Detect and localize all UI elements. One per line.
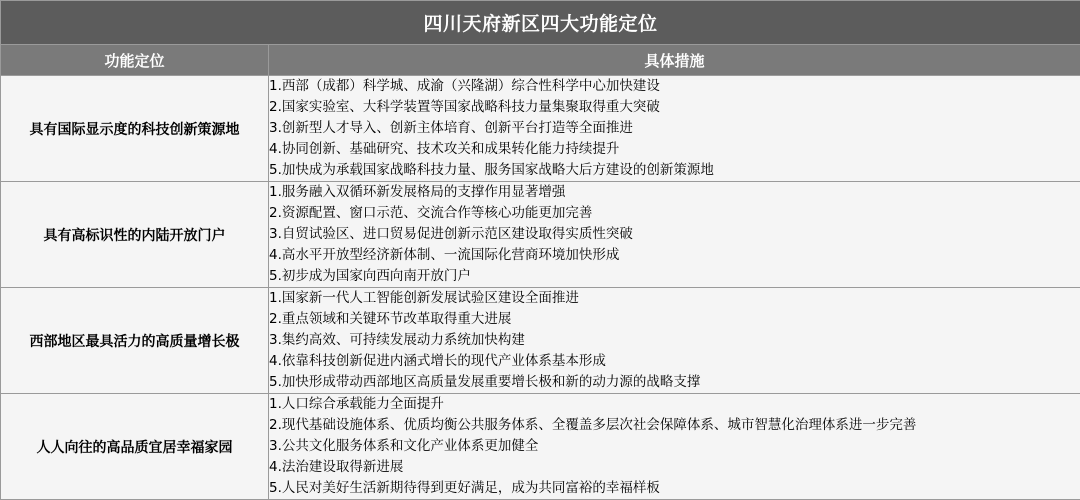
measure-item: 2.国家实验室、大科学装置等国家战略科技力量集聚取得重大突破 [269, 99, 660, 115]
measure-item: 2.重点领域和关键环节改革取得重大进展 [269, 311, 512, 327]
measure-item: 4.依靠科技创新促进内涵式增长的现代产业体系基本形成 [269, 353, 606, 369]
measure-item: 3.自贸试验区、进口贸易促进创新示范区建设取得实质性突破 [269, 226, 633, 242]
measure-item: 5.加快成为承载国家战略科技力量、服务国家战略大后方建设的创新策源地 [269, 162, 714, 178]
position-cell: 具有高标识性的内陆开放门户 [1, 182, 269, 288]
measure-item: 2.资源配置、窗口示范、交流合作等核心功能更加完善 [269, 205, 593, 221]
position-cell: 西部地区最具活力的高质量增长极 [1, 288, 269, 394]
measure-item: 4.高水平开放型经济新体制、一流国际化营商环境加快形成 [269, 247, 620, 263]
measures-list [269, 288, 1080, 393]
position-cell: 人人向往的高品质宜居幸福家园 [1, 394, 269, 500]
measure-item: 5.人民对美好生活新期待得到更好满足，成为共同富裕的幸福样板 [269, 480, 660, 496]
measure-item: 4.法治建设取得新进展 [269, 459, 404, 475]
measure-item: 2.现代基础设施体系、优质均衡公共服务体系、全覆盖多层次社会保障体系、城市智慧化治理体系进一步完善 [269, 417, 917, 433]
position-cell: 具有国际显示度的科技创新策源地 [1, 76, 269, 182]
table-row [1, 76, 1080, 182]
measure-item: 3.公共文化服务体系和文化产业体系更加健全 [269, 438, 539, 454]
title-row [1, 1, 1080, 45]
header-row [1, 45, 1080, 76]
table-title: 四川天府新区四大功能定位 [1, 1, 1080, 45]
table-row [1, 394, 1080, 500]
measure-item: 4.协同创新、基础研究、技术攻关和成果转化能力持续提升 [269, 141, 620, 157]
measure-item: 5.初步成为国家向西向南开放门户 [269, 268, 471, 284]
measure-item: 3.创新型人才导入、创新主体培育、创新平台打造等全面推进 [269, 120, 633, 136]
measures-cell [269, 182, 1080, 288]
measure-item: 1.国家新一代人工智能创新发展试验区建设全面推进 [269, 290, 579, 306]
table-row [1, 182, 1080, 288]
measure-item: 3.集约高效、可持续发展动力系统加快构建 [269, 332, 525, 348]
measure-item: 1.人口综合承载能力全面提升 [269, 396, 444, 412]
measures-list [269, 76, 1080, 181]
measure-item: 5.加快形成带动西部地区高质量发展重要增长极和新的动力源的战略支撑 [269, 374, 701, 390]
measures-cell [269, 288, 1080, 394]
measures-list [269, 182, 1080, 287]
header-position: 功能定位 [1, 45, 269, 76]
measures-cell [269, 76, 1080, 182]
measure-item: 1.西部（成都）科学城、成渝（兴隆湖）综合性科学中心加快建设 [269, 78, 660, 94]
measures-cell [269, 394, 1080, 500]
measures-list [269, 394, 1080, 499]
header-measures: 具体措施 [269, 45, 1080, 76]
table-row [1, 288, 1080, 394]
measure-item: 1.服务融入双循环新发展格局的支撑作用显著增强 [269, 184, 566, 200]
